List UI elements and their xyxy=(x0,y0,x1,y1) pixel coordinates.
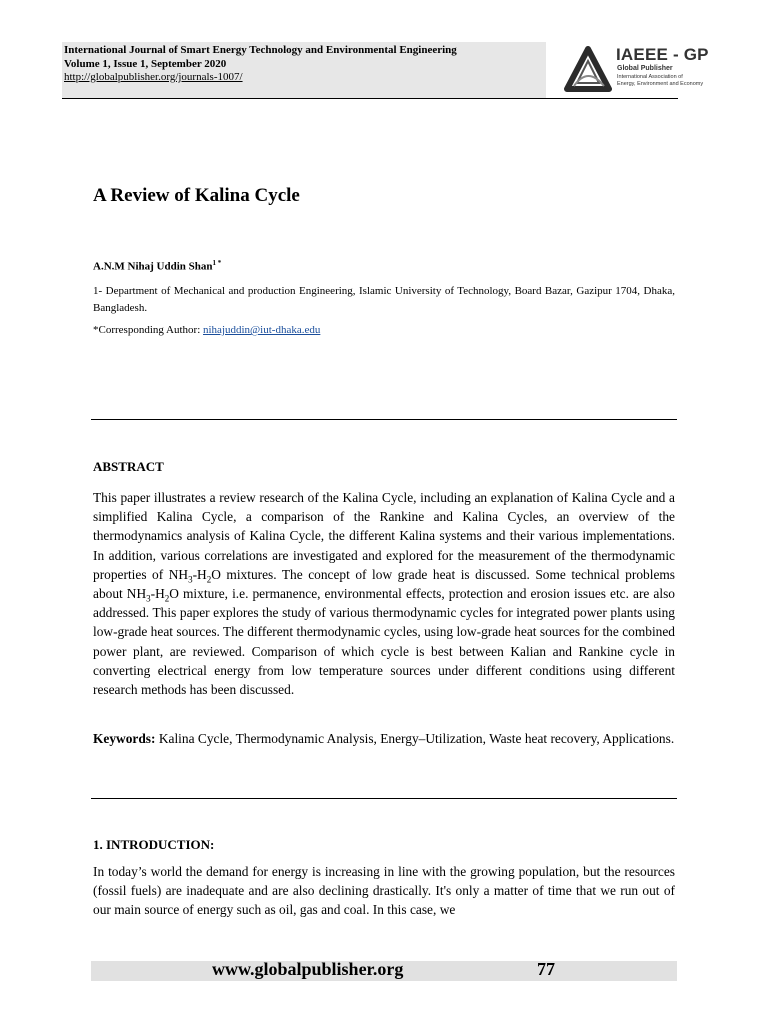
section-divider-bottom xyxy=(91,798,677,799)
author-name: A.N.M Nihaj Uddin Shan xyxy=(93,260,213,273)
abstract-text: This paper illustrates a review research of the Kalina Cycle, including an explanation of Kalina Cycle and a simplified Kalina Cycle, a comparison of the Rankine and Kalina Cycles, an overview of the thermodynamics analysis of Kalina Cycle, the different Kalina systems and their various implementations. In addition, various correlations are investigated and explored for the measurement of the thermodynamic properties of $NH_3-H_2O$ mixtures. The concept of low grade heat is discussed. Some technical problems about $NH_3-H_2O$ mixture, i.e. permanence, environmental effects, protection and erosion issues etc. are also addressed. This paper explores the study of various thermodynamic cycles for integrated power plants using low-grade heat sources. The different thermodynamic cycles, using low-grade heat sources for the combined power plant, are reviewed. Comparison of which cycle is best between Kalian and Rankine cycle in converting electrical energy from low temperature sources under different conditions using different research methods has been discussed. xyxy=(93,490,676,698)
page-number: 77 xyxy=(537,959,555,979)
section-divider-top xyxy=(91,419,677,420)
logo-desc-line-2: Energy, Environment and Economy xyxy=(617,81,704,87)
author-line xyxy=(93,259,221,273)
journal-name: International Journal of Smart Energy Technology and Environmental Engineering xyxy=(64,44,457,56)
journal-header xyxy=(62,42,546,98)
header-divider xyxy=(62,98,678,99)
paper-title: A Review of Kalina Cycle xyxy=(93,185,300,206)
introduction-text: In today’s world the demand for energy is increasing in line with the growing population, but the resources (fossil fuels) are inadequate and are also declining drastically. It's only a matter of time that we run out of our main source of energy such as oil, gas and coal. In this case, we xyxy=(93,864,675,918)
corresponding-email-link[interactable]: nihajuddin@iut-dhaka.edu xyxy=(203,324,321,336)
author-superscript: 1 * xyxy=(212,259,222,267)
journal-volume: Volume 1, Issue 1, September 2020 xyxy=(64,57,227,70)
logo-brand-description xyxy=(617,74,713,88)
abstract-heading: ABSTRACT xyxy=(93,459,164,474)
logo-brand-name: IAEEE - GP xyxy=(616,45,709,64)
author-affiliation: 1- Department of Mechanical and production Engineering, Islamic University of Technology, Board Bazar, Gazipur 1704, Dhaka, Bangladesh. xyxy=(93,285,675,314)
publisher-logo xyxy=(562,42,709,98)
keywords xyxy=(93,729,675,748)
logo-brand-sub: Global Publisher xyxy=(617,65,673,72)
footer-website[interactable]: www.globalpublisher.org xyxy=(212,959,404,979)
keywords-label: Keywords: xyxy=(93,731,156,746)
triangle-logo-icon xyxy=(564,46,612,94)
corresponding-author xyxy=(93,324,320,336)
keywords-list: Kalina Cycle, Thermodynamic Analysis, Energy–Utilization, Waste heat recovery, Applications. xyxy=(158,731,675,746)
introduction-heading: 1. INTRODUCTION: xyxy=(93,837,215,852)
journal-url-link[interactable]: http://globalpublisher.org/journals-1007/ xyxy=(64,71,243,83)
logo-desc-line-1: International Association of xyxy=(617,74,683,80)
corresponding-label: *Corresponding Author: xyxy=(93,324,201,336)
